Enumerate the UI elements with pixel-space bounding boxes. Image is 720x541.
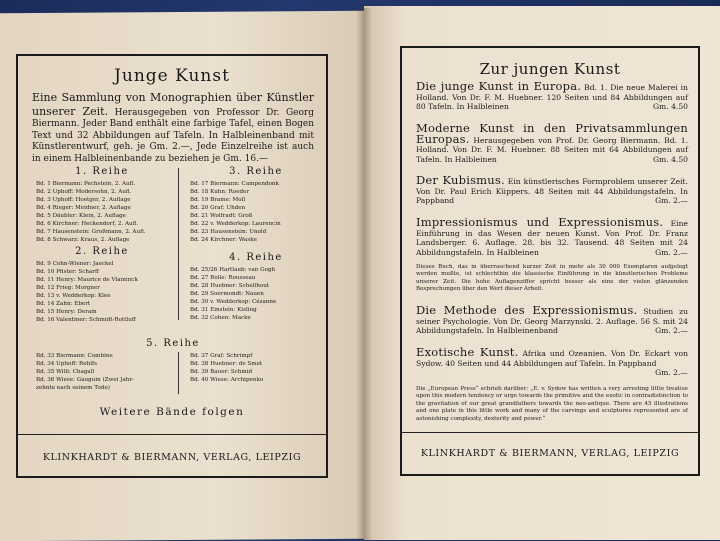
volume-entry: Bd. 10 Pfister: Scharff <box>36 269 99 275</box>
reihe3-list <box>190 180 281 244</box>
book-gutter <box>356 8 372 540</box>
book-item-5-title: Die Methode des Expressionismus. <box>416 303 638 317</box>
book-item-5 <box>416 303 688 336</box>
volume-entry: Bd. 1 Biermann: Pechstein, 2. Aufl. <box>36 181 136 187</box>
reihe3-heading: 3. Reihe <box>229 166 283 177</box>
volume-entry: Bd. 33 Biermann: Combine <box>36 353 113 359</box>
book-item-4-body: Eine Einführung in das Wesen der neuen Kunst. Von Prof. Dr. Franz Landsberger. 6. Auflage. 28. bis 32. Tausend. 48 Seiten mit 24 Abbildungstafeln. In Halbleinen <box>416 219 688 257</box>
book-item-4 <box>416 215 688 257</box>
book-item-1-title: Die junge Kunst in Europa. <box>416 79 582 93</box>
book-item-2 <box>416 121 688 164</box>
book-item-6 <box>416 345 688 378</box>
volume-entry: Bd. 14 Zahn: Ebert <box>36 301 91 307</box>
left-publisher: KLINKHARDT & BIERMANN, VERLAG, LEIPZIG <box>42 452 302 463</box>
volume-entry: Bd. 29 Soermondt: Nauen <box>190 291 264 297</box>
volume-entry: Bd. 36 Wiese: Gauguin (Zwei Jahr- <box>36 377 134 383</box>
more-volumes-note: Weitere Bände folgen <box>99 406 245 418</box>
right-publisher: KLINKHARDT & BIERMANN, VERLAG, LEIPZIG <box>420 448 680 459</box>
volume-entry: Bd. 12 Frieg: Morgner <box>36 285 100 291</box>
volume-entry: Bd. 21 Wolfradt: Groß <box>190 213 253 219</box>
series-description-head: Eine Sammlung von Monographien über Künstler unserer Zeit. <box>32 91 314 118</box>
reihe5-heading: 5. Reihe <box>146 338 200 349</box>
book-item-2-body: Herausgegeben von Prof. Dr. Georg Biermann. Bd. 1. Holland. Von Dr. F. M. Huebner. 88 Seiten mit 64 Abbildungen auf Tafeln. In Halbleinen <box>416 135 688 164</box>
series-description-body: Herausgegeben von Professor Dr. Georg Biermann. Jeder Band enthält eine farbige Tafel, einen Bogen Text und 32 Abbildungen auf Tafeln. In Halbleinenband mit Künstlerentwurf, geh. je Gm. 2.—, Jede Einzelreihe ist auch in einem Halbleinenbande zu beziehen je Gm. 16.— <box>32 107 314 164</box>
volume-entry: Bd. 35 Willi: Chagall <box>36 369 95 375</box>
volume-entry: Bd. 25/26 Hartlaub: van Gogh <box>190 267 276 273</box>
right-title: Zur jungen Kunst <box>479 60 621 78</box>
volume-entry: Bd. 16 Valentiner: Schmidt-Rottluff <box>36 317 136 323</box>
book-item-6-body: Afrika und Ozeanien. Von Dr. Eckart von Sydow. 40 Seiten und 44 Abbildungen auf Tafeln. In Pappband <box>416 349 688 368</box>
reihe1-list <box>36 180 146 244</box>
book-item-5-body: Studien zu seiner Psychologie. Von Dr. Georg Marzynski. 2. Auflage. 56 S. mit 24 Abbildungstafeln. In Halbleinenband <box>416 307 688 335</box>
reihe5-list-right <box>190 352 263 384</box>
volume-entry: Bd. 4 Rieger: Meidner, 2. Auflage <box>36 205 131 211</box>
book-item-1-price: Gm. 4.50 <box>652 102 688 111</box>
reihe1-heading: 1. Reihe <box>75 166 129 177</box>
book-item-2-price: Gm. 4.50 <box>652 154 688 164</box>
column-divider-5 <box>178 352 179 394</box>
volume-entry: Bd. 28 Huebner: Schellhout <box>190 283 270 289</box>
volume-entry: Bd. 24 Kirchner: Waske <box>190 237 257 243</box>
volume-entry: Bd. 32 Cohen: Macke <box>190 315 251 321</box>
publisher-rule <box>402 432 698 433</box>
volume-entry: Bd. 15 Henry: Derain <box>36 309 97 315</box>
volume-entry: Bd. 22 v. Wedderkop: Laurencin <box>190 221 281 227</box>
book-item-6-title: Exotische Kunst. <box>416 345 519 359</box>
book-item-2-title: Moderne Kunst in den Privatsammlungen Europas. <box>416 121 688 146</box>
book-item-3-price: Gm. 2.— <box>655 196 688 205</box>
book-item-1 <box>416 79 688 112</box>
book-item-3-body: Ein künstlerisches Formproblem unserer Zeit. Von Dr. Paul Erich Küppers. 48 Seiten mit 44 Abbildungstafeln. In Pappband <box>416 177 689 205</box>
volume-entry: Bd. 7 Hausenstein: Großmann, 2. Aufl. <box>36 229 146 235</box>
column-divider <box>178 168 179 320</box>
book-item-4-review: Dieses Buch, das in überraschend kurzer Zeit in mehr als 30 000 Exemplaren aufgelegt werden mußte, ist schlechthin die klassische Einführung in die künstlerischen Probleme unserer Zeit. Die hohe Auflagenziffer spricht besser als eine der vielen glänzenden Besprechungen über den Wert dieser Arbeit. <box>416 264 688 293</box>
book-item-6-price: Gm. 2.— <box>655 368 688 377</box>
volume-entry: Bd. 8 Schwarz: Kraus, 2. Auflage <box>36 237 130 243</box>
volume-entry: Bd. 19 Brame: Moll <box>190 197 246 203</box>
zur-jungen-kunst-advert <box>400 46 700 476</box>
publisher-rule <box>18 434 326 435</box>
book-item-3-title: Der Kubismus. <box>416 173 505 187</box>
volume-entry: Bd. 30 v. Wedderkop: Cézanne <box>190 299 277 305</box>
reihe5-list-left <box>36 352 134 392</box>
volume-entry: Bd. 3 Uphoff: Hoetger, 2. Auflage <box>36 197 131 203</box>
series-description <box>32 92 314 165</box>
book-item-1-body: Bd. 1. Die neue Malerei in Holland. Von Dr. F. M. Huebner. 120 Seiten und 84 Abbildungen auf 80 Tafeln. In Halbleinen <box>416 83 688 111</box>
volume-entry: zehnte nach seinem Tode) <box>36 385 110 391</box>
volume-entry: Bd. 34 Uphoff: Rohlfs <box>36 361 97 367</box>
volume-entry: Bd. 18 Kuhn: Roeder <box>190 189 250 195</box>
volume-entry: Bd. 40 Wiese: Archipenko <box>190 377 264 383</box>
junge-kunst-advert <box>16 54 328 478</box>
volume-entry: Bd. 17 Biermann: Campendonk <box>190 181 279 187</box>
book-item-4-title: Impressionismus und Expressionismus. <box>416 215 664 229</box>
book-item-4-price: Gm. 2.— <box>655 247 688 257</box>
volume-entry: Bd. 39 Bauer: Schmid <box>190 369 253 375</box>
volume-entry: Bd. 5 Däubler: Klein, 2. Auflage <box>36 213 126 219</box>
volume-entry: Bd. 38 Huebner: de Smet <box>190 361 263 367</box>
volume-entry: Bd. 13 v. Wedderkop: Klee <box>36 293 111 299</box>
reihe2-heading: 2. Reihe <box>75 246 129 257</box>
reihe4-heading: 4. Reihe <box>229 252 283 263</box>
reihe2-list <box>36 260 138 324</box>
book-item-5-price: Gm. 2.— <box>655 326 688 335</box>
volume-entry: Bd. 27 Rolle: Rousseau <box>190 275 256 281</box>
volume-entry: Bd. 37 Graf: Schrimpf <box>190 353 253 359</box>
book-item-6-review: Die „European Press“ schrieb darüber: „E. v. Sydow has written a very arresting little treatise upon this modern tendency or urge towards the primitive and the exotic in contradistinction to the gravitation of our great grandfathers towards the neo-antique. There are 45 illustrations and one plate in this little work and many of the carvings and sculptures represented are of astonishing complexity, dexterity and power.“ <box>416 386 688 422</box>
left-title: Junge Kunst <box>114 66 230 86</box>
volume-entry: Bd. 9 Cohn-Wiener: Jaeckel <box>36 261 114 267</box>
book-item-3 <box>416 173 689 206</box>
volume-entry: Bd. 2 Uphoff: Modersohn, 2. Aufl. <box>36 189 132 195</box>
reihe4-list <box>190 266 276 322</box>
volume-entry: Bd. 6 Kirchner: Heckendorf, 2. Aufl. <box>36 221 139 227</box>
volume-entry: Bd. 11 Henry: Maurice de Vlaminck <box>36 277 138 283</box>
volume-entry: Bd. 31 Einstein: Kisling <box>190 307 257 313</box>
volume-entry: Bd. 23 Hausenstein: Unold <box>190 229 267 235</box>
volume-entry: Bd. 20 Graf: Uhden <box>190 205 246 211</box>
